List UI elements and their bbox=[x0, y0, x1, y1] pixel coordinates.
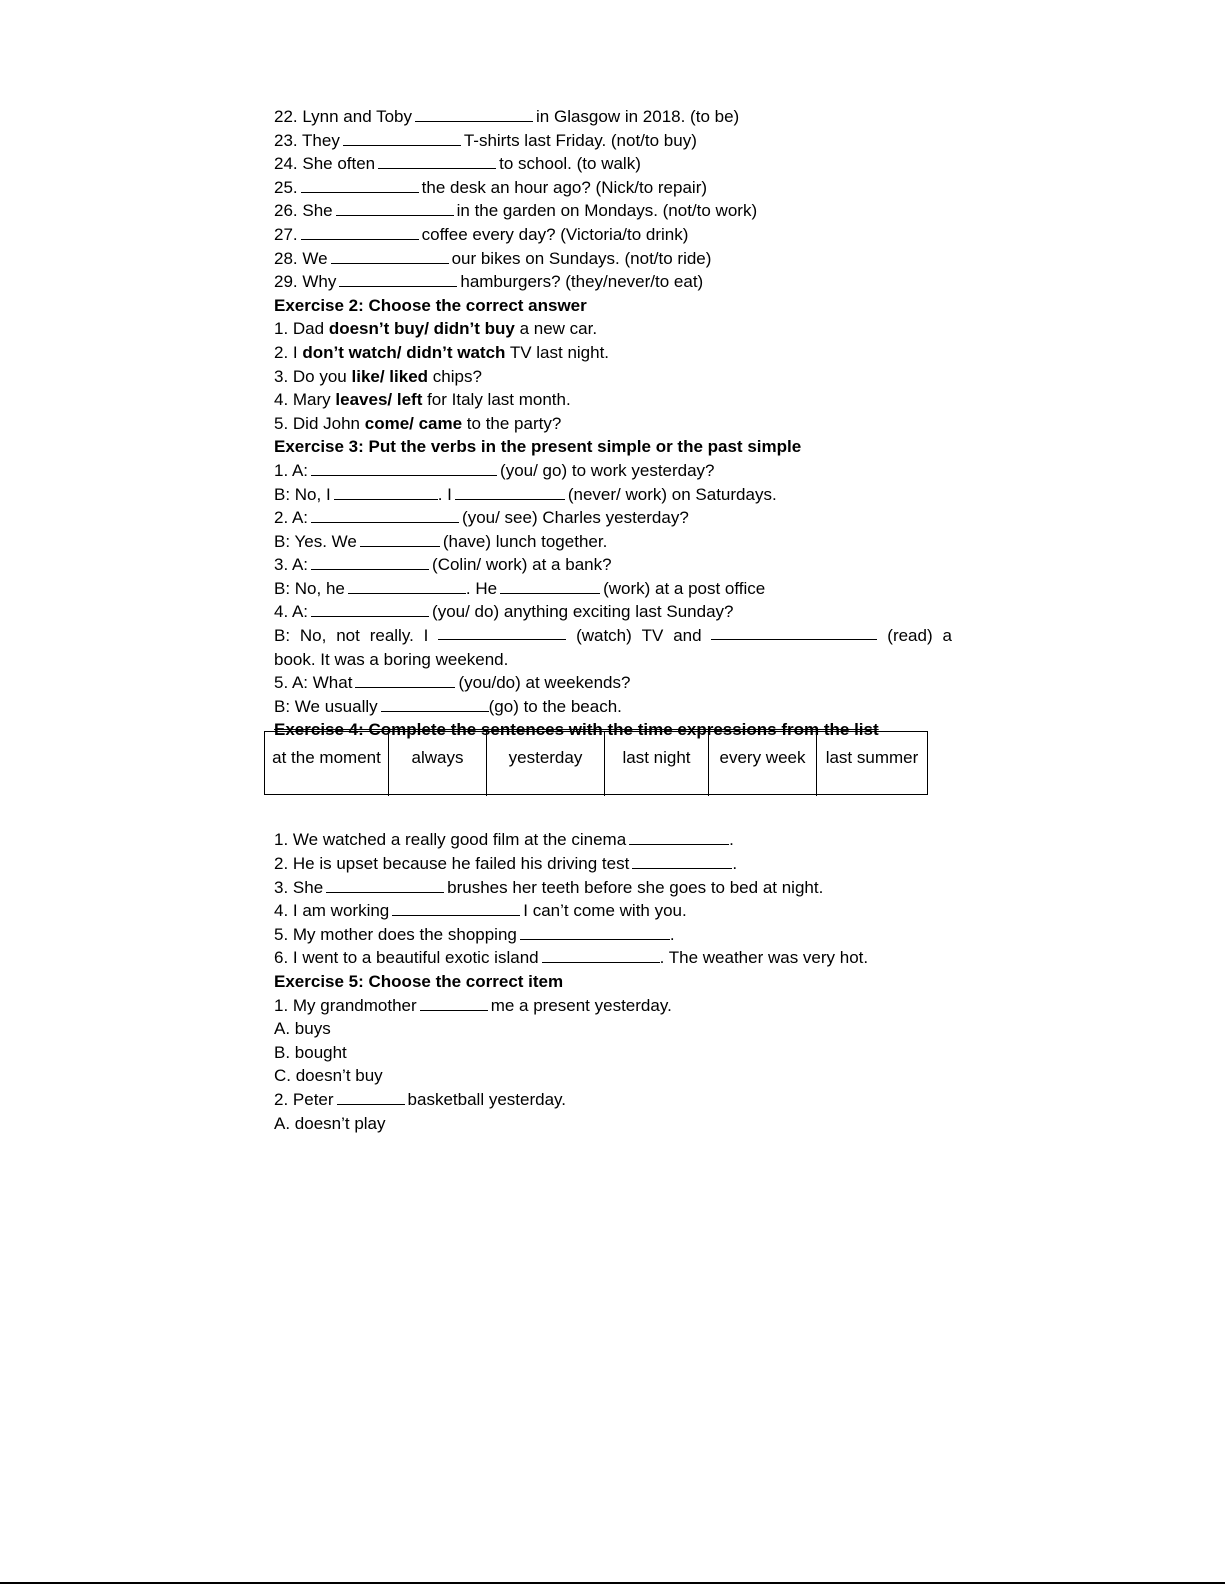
item-text: in Glasgow in 2018. (to be) bbox=[536, 107, 740, 126]
item-text: chips? bbox=[428, 366, 482, 386]
item-text: me a present yesterday. bbox=[490, 995, 672, 1015]
ex3-line bbox=[274, 483, 954, 507]
ex2-item bbox=[274, 341, 954, 365]
choice-options[interactable]: doesn’t buy/ didn’t buy bbox=[328, 319, 515, 339]
ex3-line bbox=[274, 577, 954, 601]
item-text: hamburgers? (they/never/to eat) bbox=[460, 272, 704, 292]
answer-blank[interactable] bbox=[311, 554, 429, 570]
item-text: TV last night. bbox=[505, 342, 610, 362]
word: I bbox=[423, 626, 429, 646]
exercise-2-title: Exercise 2: Choose the correct answer bbox=[274, 295, 587, 315]
item-text: 6. I went to a beautiful exotic island bbox=[274, 948, 539, 968]
item-text: . bbox=[729, 830, 734, 850]
item-text: 4. I am working bbox=[274, 901, 390, 921]
item-text: 26. She bbox=[274, 201, 333, 221]
item-text: (have) lunch together. bbox=[442, 531, 608, 551]
answer-blank[interactable] bbox=[392, 900, 520, 916]
ex1-item-24 bbox=[274, 152, 954, 176]
word: No, bbox=[299, 626, 327, 646]
ex1-item-25 bbox=[274, 176, 954, 200]
answer-blank[interactable] bbox=[360, 531, 440, 547]
exercise-4-title: Exercise 4: Complete the sentences with the time expressions from the list bbox=[274, 720, 879, 740]
item-text: 5. A: What bbox=[274, 673, 353, 693]
table-cell: every week bbox=[709, 732, 817, 796]
ex1-item-23 bbox=[274, 129, 954, 153]
ex2-item bbox=[274, 412, 954, 436]
item-text: 1. Dad bbox=[274, 319, 329, 339]
item-text: 2. I bbox=[274, 342, 303, 362]
item-text: for Italy last month. bbox=[422, 390, 571, 410]
page-bottom-rule bbox=[0, 1582, 1225, 1584]
ex5-question bbox=[274, 994, 954, 1018]
exercise-5-title: Exercise 5: Choose the correct item bbox=[274, 972, 564, 991]
item-text: I can’t come with you. bbox=[523, 901, 687, 921]
ex2-item bbox=[274, 388, 954, 412]
table-cell: yesterday bbox=[487, 732, 605, 796]
word: (watch) bbox=[576, 626, 632, 646]
item-text: 24. She often bbox=[274, 154, 376, 174]
item-text: T-shirts last Friday. (not/to buy) bbox=[463, 130, 697, 150]
item-text: B: We usually bbox=[274, 696, 378, 716]
ex1-item-22 bbox=[274, 105, 954, 129]
answer-blank[interactable] bbox=[542, 947, 660, 963]
word: not bbox=[336, 626, 360, 646]
answer-blank[interactable] bbox=[381, 696, 489, 712]
word: and bbox=[673, 626, 702, 646]
spacer bbox=[274, 814, 954, 828]
item-text: . bbox=[669, 924, 675, 944]
item-text: 1. We watched a really good film at the cinema bbox=[274, 830, 627, 850]
item-text: to school. (to walk) bbox=[499, 154, 641, 174]
ex1-item-26 bbox=[274, 199, 954, 223]
item-text: brushes her teeth before she goes to bed at night. bbox=[447, 877, 824, 897]
item-text: 27. bbox=[274, 224, 298, 244]
ex3-line bbox=[274, 671, 954, 695]
answer-blank[interactable] bbox=[301, 224, 419, 240]
exercise-3-title: Exercise 3: Put the verbs in the present simple or the past simple bbox=[274, 437, 802, 457]
ex3-line bbox=[274, 506, 954, 530]
item-text: (go) to the beach. bbox=[488, 696, 622, 716]
item-text: 3. A: bbox=[274, 555, 309, 575]
item-text: 4. Mary bbox=[274, 390, 336, 410]
item-text: (never/ work) on Saturdays. bbox=[567, 484, 777, 504]
item-text: B: No, I bbox=[274, 484, 331, 504]
item-text: B: No, he bbox=[274, 578, 345, 598]
ex4-item bbox=[274, 899, 954, 923]
ex3-line bbox=[274, 530, 954, 554]
item-text: to the party? bbox=[462, 413, 562, 433]
ex1-item-27 bbox=[274, 223, 954, 247]
item-text: 25. bbox=[274, 177, 298, 197]
item-text: 2. Peter bbox=[274, 1089, 334, 1109]
answer-blank[interactable] bbox=[455, 484, 565, 500]
ex3-line bbox=[274, 600, 954, 624]
word: TV bbox=[641, 626, 664, 646]
item-text: 1. A: bbox=[274, 460, 309, 480]
item-text: 2. He is upset because he failed his driving test bbox=[274, 854, 630, 874]
ex3-line bbox=[274, 553, 954, 577]
ex1-item-29 bbox=[274, 270, 954, 294]
ex1-item-28 bbox=[274, 247, 954, 271]
item-text: 3. She bbox=[274, 877, 324, 897]
answer-blank[interactable] bbox=[629, 829, 729, 845]
item-text: . I bbox=[437, 484, 452, 504]
item-text: 22. Lynn and Toby bbox=[274, 107, 413, 126]
answer-blank[interactable] bbox=[311, 601, 429, 617]
item-text: . He bbox=[465, 578, 498, 598]
item-text: in the garden on Mondays. (not/to work) bbox=[456, 201, 758, 221]
item-text: (Colin/ work) at a bank? bbox=[432, 555, 612, 575]
item-text: a new car. bbox=[514, 319, 598, 339]
word: really. bbox=[369, 626, 414, 646]
answer-blank[interactable] bbox=[520, 924, 670, 940]
item-text: (you/ do) anything exciting last Sunday? bbox=[432, 602, 734, 622]
choice-options[interactable]: like/ liked bbox=[351, 366, 429, 386]
answer-blank[interactable] bbox=[339, 271, 457, 287]
item-text: 5. Did John bbox=[274, 413, 365, 433]
answer-blank[interactable] bbox=[343, 130, 461, 146]
answer-blank[interactable] bbox=[311, 460, 497, 476]
ex4-item bbox=[274, 828, 954, 852]
ex5-option[interactable]: A. buys bbox=[274, 1019, 331, 1039]
answer-blank[interactable] bbox=[326, 877, 444, 893]
item-text: our bikes on Sundays. (not/to ride) bbox=[451, 248, 712, 268]
answer-blank[interactable] bbox=[415, 106, 533, 122]
ex5-option[interactable]: B. bought bbox=[274, 1042, 347, 1062]
word: (read) bbox=[887, 626, 933, 646]
answer-blank[interactable] bbox=[378, 153, 496, 169]
item-text: 3. Do you bbox=[274, 366, 352, 386]
ex2-item bbox=[274, 317, 954, 341]
choice-options[interactable]: leaves/ left bbox=[335, 390, 423, 410]
item-text: 4. A: bbox=[274, 602, 309, 622]
ex4-item bbox=[274, 923, 954, 947]
exercise-4 bbox=[274, 718, 954, 814]
item-text: . The weather was very hot. bbox=[659, 948, 869, 968]
item-text: . bbox=[732, 854, 738, 874]
item-text: (you/ see) Charles yesterday? bbox=[462, 508, 689, 528]
item-text: 28. We bbox=[274, 248, 328, 268]
answer-blank[interactable] bbox=[336, 200, 454, 216]
answer-blank[interactable] bbox=[438, 624, 566, 640]
item-text: 5. My mother does the shopping bbox=[274, 924, 517, 944]
ex5-option[interactable]: C. doesn’t buy bbox=[274, 1066, 383, 1086]
item-text: 23. They bbox=[274, 130, 340, 150]
item-text: (you/ go) to work yesterday? bbox=[500, 460, 715, 480]
answer-blank[interactable] bbox=[348, 578, 466, 594]
word: B: bbox=[274, 626, 291, 646]
item-text: (work) at a post office bbox=[603, 578, 766, 598]
table-cell: last summer bbox=[825, 748, 919, 768]
answer-blank[interactable] bbox=[355, 672, 455, 688]
item-text: basketball yesterday. bbox=[407, 1089, 566, 1109]
word: a bbox=[942, 626, 952, 646]
ex3-line-justified bbox=[274, 624, 952, 648]
ex3-line: book. It was a boring weekend. bbox=[274, 649, 509, 669]
answer-blank[interactable] bbox=[420, 995, 488, 1011]
item-text: 1. My grandmother bbox=[274, 995, 417, 1015]
item-text: 2. A: bbox=[274, 508, 309, 528]
answer-blank[interactable] bbox=[337, 1089, 405, 1105]
ex4-item bbox=[274, 946, 954, 970]
table-cell: always bbox=[389, 732, 487, 796]
item-text: (you/do) at weekends? bbox=[458, 673, 631, 693]
answer-blank[interactable] bbox=[301, 177, 419, 193]
choice-options[interactable]: come/ came bbox=[364, 413, 463, 433]
ex4-item bbox=[274, 852, 954, 876]
table-cell: at the moment bbox=[265, 732, 389, 796]
answer-blank[interactable] bbox=[500, 578, 600, 594]
answer-blank[interactable] bbox=[711, 624, 877, 640]
ex3-line bbox=[274, 459, 954, 483]
item-text: the desk an hour ago? (Nick/to repair) bbox=[421, 177, 708, 197]
worksheet bbox=[274, 105, 954, 1135]
ex5-question bbox=[274, 1088, 954, 1112]
item-text: B: Yes. We bbox=[274, 531, 357, 551]
item-text: 29. Why bbox=[274, 272, 337, 292]
answer-blank[interactable] bbox=[334, 484, 438, 500]
table-cell: last night bbox=[605, 732, 709, 796]
ex2-item bbox=[274, 365, 954, 389]
ex5-option[interactable]: A. doesn’t play bbox=[274, 1113, 386, 1133]
ex4-item bbox=[274, 876, 954, 900]
answer-blank[interactable] bbox=[632, 853, 732, 869]
item-text: coffee every day? (Victoria/to drink) bbox=[421, 224, 689, 244]
answer-blank[interactable] bbox=[331, 248, 449, 264]
ex3-line bbox=[274, 695, 954, 719]
answer-blank[interactable] bbox=[311, 507, 459, 523]
choice-options[interactable]: don’t watch/ didn’t watch bbox=[302, 342, 506, 362]
